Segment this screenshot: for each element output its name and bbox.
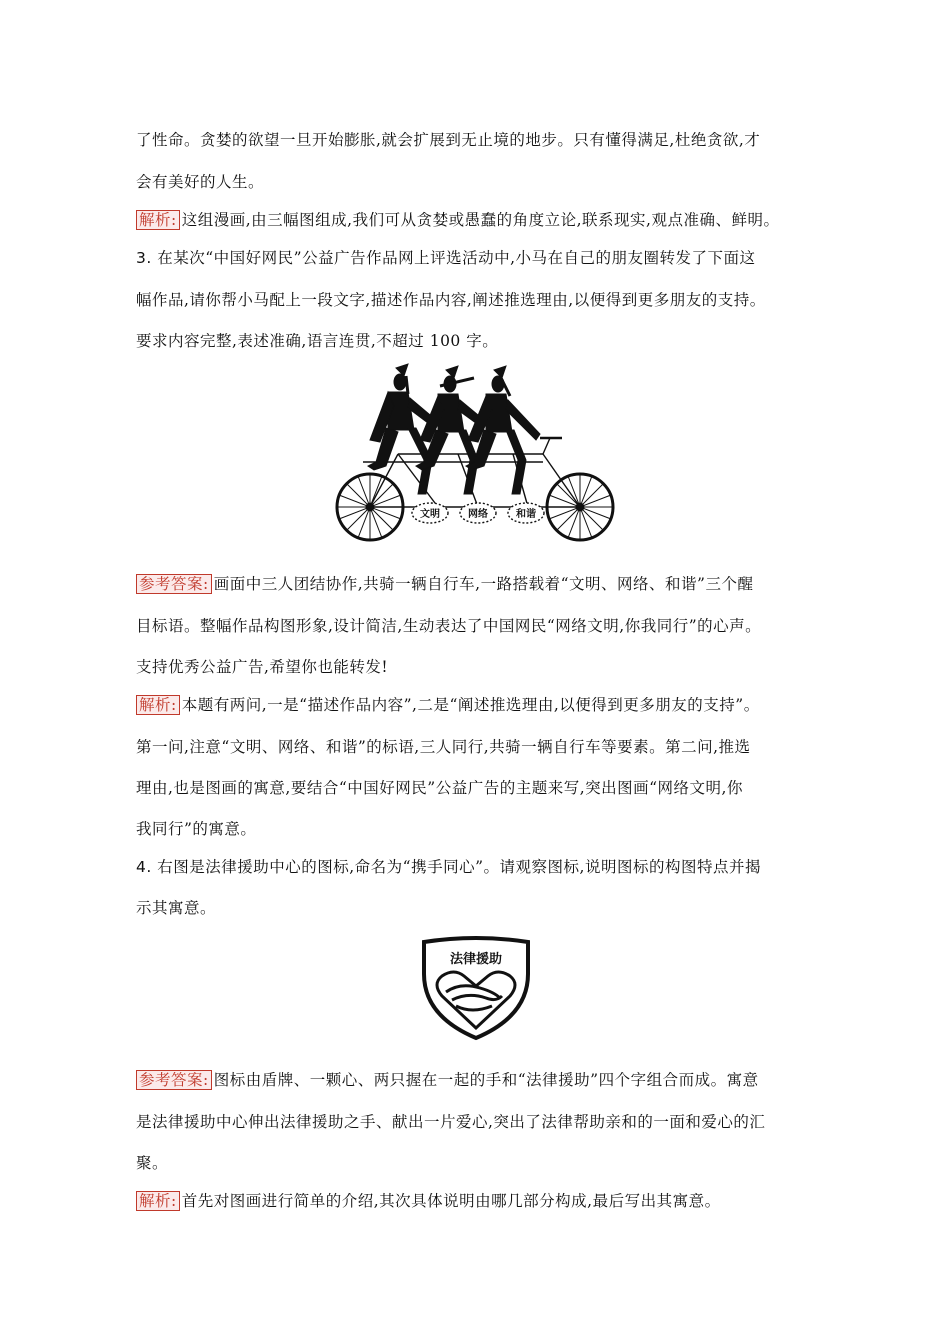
q3-line-3: 要求内容完整,表述准确,语言连贯,不超过 100 字。: [136, 332, 499, 350]
slogan-badge-3: [508, 503, 544, 523]
slogan-badge-2: [460, 503, 496, 523]
logo-text: 法律援助: [449, 952, 503, 967]
analysis-tag[interactable]: 解析:: [136, 695, 180, 715]
q3-answer-line-2: 目标语。整幅作品构图形象,设计简洁,生动表达了中国网民“网络文明,你我同行”的心声。: [136, 617, 762, 635]
q3-answer-line-1: [136, 574, 753, 594]
rider-3: [466, 366, 540, 494]
slogan-badge-1: [412, 503, 448, 523]
tandem-bicycle-figure: [328, 362, 628, 542]
q3-answer-text-1: 画面中三人团结协作,共骑一辆自行车,一路搭载着“文明、网络、和谐”三个醒: [213, 575, 754, 593]
analysis-tag[interactable]: 解析:: [136, 210, 180, 230]
q3-analysis-text-1: 本题有两问,一是“描述作品内容”,二是“阐述推选理由,以便得到更多朋友的支持”。: [181, 696, 760, 714]
intro-line-2: 会有美好的人生。: [136, 173, 265, 191]
legal-aid-logo: [416, 934, 536, 1044]
q3-number: 3.: [136, 249, 152, 267]
slogan-hexie: 和谐: [516, 509, 536, 520]
q3-analysis-line-3: 理由,也是图画的寓意,要结合“中国好网民”公益广告的主题来写,突出图画“网络文明,你: [136, 779, 743, 797]
q4-analysis-text: 首先对图画进行简单的介绍,其次具体说明由哪几部分构成,最后写出其寓意。: [181, 1192, 721, 1210]
q3-line-2: 幅作品,请你帮小马配上一段文字,描述作品内容,阐述推选理由,以便得到更多朋友的支持。: [136, 291, 766, 309]
slogan-wangluo: 网络: [468, 509, 488, 520]
three-riders: [368, 364, 540, 494]
q3-line-1: [136, 248, 756, 268]
analysis-tag[interactable]: 解析:: [136, 1191, 180, 1211]
q4-answer-text-1: 图标由盾牌、一颗心、两只握在一起的手和“法律援助”四个字组合而成。寓意: [213, 1071, 759, 1089]
q3-analysis-line-4: 我同行”的寓意。: [136, 820, 257, 838]
q2-analysis-text: 这组漫画,由三幅图组成,我们可从贪婪或愚蠢的角度立论,联系现实,观点准确、鲜明。: [181, 211, 780, 229]
q4-line-1: [136, 857, 761, 877]
slogan-wenming: 文明: [420, 509, 440, 520]
q4-answer-line-2: 是法律援助中心伸出法律援助之手、献出一片爱心,突出了法律帮助亲和的一面和爱心的汇: [136, 1113, 766, 1131]
q4-text-1: 右图是法律援助中心的图标,命名为“携手同心”。请观察图标,说明图标的构图特点并揭: [157, 858, 761, 876]
q4-answer-line-3: 聚。: [136, 1154, 169, 1172]
q4-answer-line-1: [136, 1070, 759, 1090]
reference-answer-tag[interactable]: 参考答案:: [136, 574, 212, 594]
q3-analysis-line-1: [136, 695, 760, 715]
q3-text-1: 在某次“中国好网民”公益广告作品网上评选活动中,小马在自己的朋友圈转发了下面这: [157, 249, 756, 267]
reference-answer-tag[interactable]: 参考答案:: [136, 1070, 212, 1090]
intro-line-1: 了性命。贪婪的欲望一旦开始膨胀,就会扩展到无止境的地步。只有懂得满足,杜绝贪欲,才: [136, 131, 761, 149]
q3-answer-line-3: 支持优秀公益广告,希望你也能转发!: [136, 658, 389, 676]
q4-number: 4.: [136, 858, 152, 876]
q4-line-2: 示其寓意。: [136, 899, 217, 917]
q2-analysis: [136, 210, 779, 230]
q4-analysis: [136, 1191, 721, 1211]
q3-analysis-line-2: 第一问,注意“文明、网络、和谐”的标语,三人同行,共骑一辆自行车等要素。第二问,推选: [136, 738, 751, 756]
